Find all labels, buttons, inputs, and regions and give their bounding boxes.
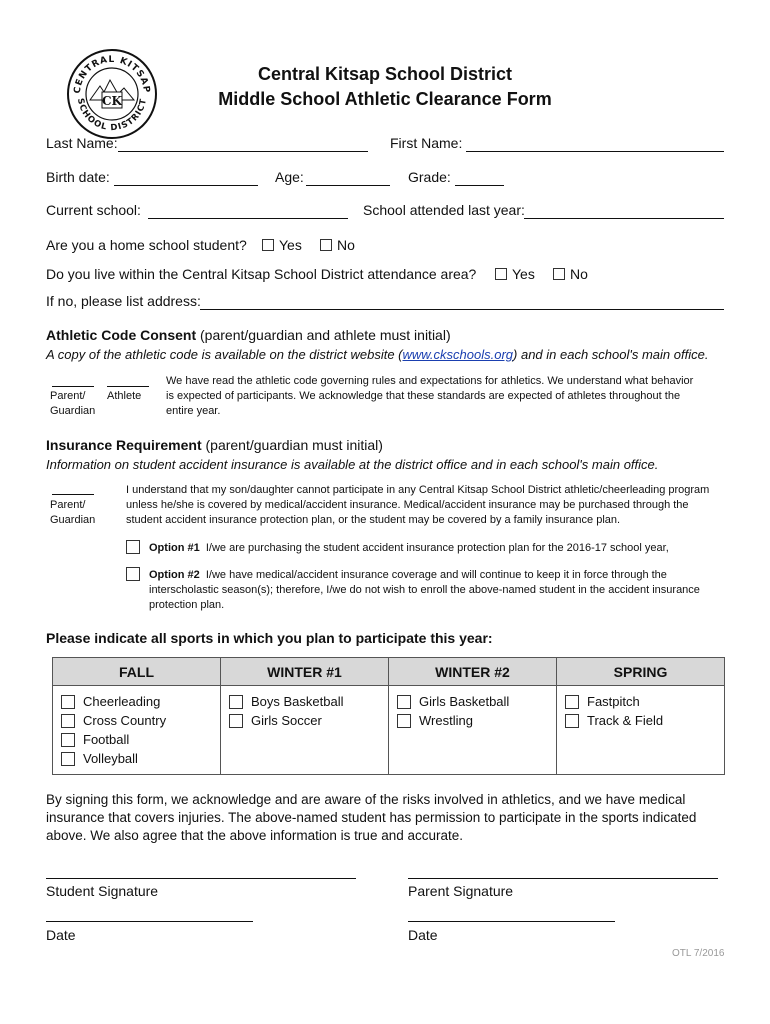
birth-date-field[interactable] bbox=[114, 185, 258, 186]
sports-column-winter1: WINTER #1 bbox=[221, 658, 389, 686]
checkbox-icon[interactable] bbox=[229, 714, 243, 728]
district-website-link[interactable]: www.ckschools.org bbox=[402, 347, 514, 362]
checkbox-icon[interactable] bbox=[397, 695, 411, 709]
parent-signature-field[interactable] bbox=[408, 878, 718, 879]
student-signature-field[interactable] bbox=[46, 878, 356, 879]
athletic-code-heading: Athletic Code Consent (parent/guardian and athlete must initial) bbox=[46, 327, 451, 343]
athletic-code-note: A copy of the athletic code is available on the district website (www.ckschools.org) and in each school's main office. bbox=[46, 347, 709, 362]
sport-option[interactable]: Boys Basketball bbox=[229, 692, 380, 711]
checkbox-icon[interactable] bbox=[397, 714, 411, 728]
checkbox-icon[interactable] bbox=[229, 695, 243, 709]
athlete-initial-field-code[interactable] bbox=[107, 386, 149, 387]
fall-sports-cell bbox=[53, 686, 221, 775]
sport-option[interactable]: Wrestling bbox=[397, 711, 548, 730]
checkbox-icon[interactable] bbox=[565, 695, 579, 709]
parent-date-field[interactable] bbox=[408, 921, 615, 922]
sport-option[interactable]: Fastpitch bbox=[565, 692, 716, 711]
attendance-area-no[interactable]: No bbox=[553, 266, 588, 282]
insurance-note: Information on student accident insurance is available at the district office and in each school's main office. bbox=[46, 457, 659, 472]
checkbox-icon[interactable] bbox=[320, 239, 332, 251]
option1-text: Option #1 I/we are purchasing the student accident insurance protection plan for the 2016-17 school year, bbox=[149, 542, 669, 554]
school-last-year-label: School attended last year: bbox=[363, 202, 525, 218]
sports-table bbox=[52, 657, 725, 775]
form-title: Middle School Athletic Clearance Form bbox=[218, 89, 552, 109]
sport-option[interactable]: Cheerleading bbox=[61, 692, 212, 711]
student-date-label: Date bbox=[46, 927, 76, 943]
home-school-question: Are you a home school student? bbox=[46, 237, 247, 253]
insurance-heading: Insurance Requirement (parent/guardian must initial) bbox=[46, 437, 383, 453]
last-name-field[interactable] bbox=[118, 151, 368, 152]
address-label: If no, please list address: bbox=[46, 293, 201, 309]
home-school-no[interactable]: No bbox=[320, 237, 355, 253]
winter1-sports-cell bbox=[221, 686, 389, 775]
parent-initial-field-code[interactable] bbox=[52, 386, 94, 387]
age-field[interactable] bbox=[306, 185, 390, 186]
home-school-yes[interactable]: Yes bbox=[262, 237, 302, 253]
student-signature-label: Student Signature bbox=[46, 883, 159, 899]
sport-option[interactable]: Track & Field bbox=[565, 711, 716, 730]
current-school-field[interactable] bbox=[148, 218, 348, 219]
district-title: Central Kitsap School District bbox=[257, 64, 513, 84]
birth-date-label: Birth date: bbox=[46, 169, 110, 185]
sport-option[interactable]: Cross Country bbox=[61, 711, 212, 730]
sport-option[interactable]: Volleyball bbox=[61, 749, 212, 768]
option2-checkbox[interactable] bbox=[126, 567, 140, 586]
option1-checkbox[interactable] bbox=[126, 540, 140, 559]
svg-text:CK: CK bbox=[102, 94, 122, 108]
sport-option[interactable]: Girls Soccer bbox=[229, 711, 380, 730]
acknowledgement-text: By signing this form, we acknowledge and are aware of the risks involved in athletics, and we have medical insurance that covers injuries. The above-named student has permission to participate in the sports indicated above. We also agree that the above information is true and accurate. bbox=[46, 792, 697, 843]
checkbox-icon[interactable] bbox=[61, 733, 75, 747]
first-name-label: First Name: bbox=[390, 135, 463, 151]
attendance-area-question: Do you live within the Central Kitsap School District attendance area? bbox=[46, 266, 477, 282]
first-name-field[interactable] bbox=[466, 151, 724, 152]
parent-guardian-label: Parent/ Guardian bbox=[50, 390, 96, 417]
sports-column-fall: FALL bbox=[53, 658, 221, 686]
svg-text:SCHOOL DISTRICT: SCHOOL DISTRICT bbox=[74, 97, 150, 134]
student-date-field[interactable] bbox=[46, 921, 253, 922]
last-name-label: Last Name: bbox=[46, 135, 118, 151]
checkbox-icon[interactable] bbox=[61, 695, 75, 709]
sports-heading: Please indicate all sports in which you plan to participate this year: bbox=[46, 630, 493, 646]
checkbox-icon[interactable] bbox=[61, 752, 75, 766]
current-school-label: Current school: bbox=[46, 202, 141, 218]
spring-sports-cell bbox=[557, 686, 725, 775]
school-last-year-field[interactable] bbox=[524, 218, 724, 219]
sport-option[interactable]: Football bbox=[61, 730, 212, 749]
athletic-code-statement: We have read the athletic code governing rules and expectations for athletics. We understand what behavior is expected of participants. We acknowledge that these standards are expected of athletes throughout the entire year. bbox=[166, 375, 694, 417]
checkbox-icon[interactable] bbox=[553, 268, 565, 280]
winter2-sports-cell bbox=[389, 686, 557, 775]
age-label: Age: bbox=[275, 169, 304, 185]
sport-option[interactable]: Girls Basketball bbox=[397, 692, 548, 711]
parent-initial-field-insurance[interactable] bbox=[52, 494, 94, 495]
grade-label: Grade: bbox=[408, 169, 451, 185]
svg-text:CENTRAL KITSAP: CENTRAL KITSAP bbox=[72, 54, 152, 95]
checkbox-icon[interactable] bbox=[126, 540, 140, 554]
sports-column-winter2: WINTER #2 bbox=[389, 658, 557, 686]
checkbox-icon[interactable] bbox=[126, 567, 140, 581]
option2-text: Option #2 I/we have medical/accident insurance coverage and will continue to keep it in force through the interscholastic season(s); therefore, I/we do not wish to enroll the above-named student in the accident insurance protection plan. bbox=[149, 569, 700, 611]
parent-date-label: Date bbox=[408, 927, 438, 943]
grade-field[interactable] bbox=[455, 185, 504, 186]
athlete-label: Athlete bbox=[107, 390, 142, 402]
form-revision-code: OTL 7/2016 bbox=[672, 948, 725, 959]
checkbox-icon[interactable] bbox=[565, 714, 579, 728]
address-field[interactable] bbox=[200, 309, 724, 310]
insurance-statement: I understand that my son/daughter cannot participate in any Central Kitsap School District athletic/cheerleading program unless he/she is covered by medical/accident insurance. Medical/accident insurance may be purchased through the student accident insurance protection plan, or the student may be covered by a family insurance plan. bbox=[126, 484, 710, 526]
attendance-area-yes[interactable]: Yes bbox=[495, 266, 535, 282]
checkbox-icon[interactable] bbox=[262, 239, 274, 251]
parent-signature-label: Parent Signature bbox=[408, 883, 514, 899]
sports-column-spring: SPRING bbox=[557, 658, 725, 686]
checkbox-icon[interactable] bbox=[61, 714, 75, 728]
checkbox-icon[interactable] bbox=[495, 268, 507, 280]
parent-guardian-label: Parent/ Guardian bbox=[50, 499, 96, 526]
